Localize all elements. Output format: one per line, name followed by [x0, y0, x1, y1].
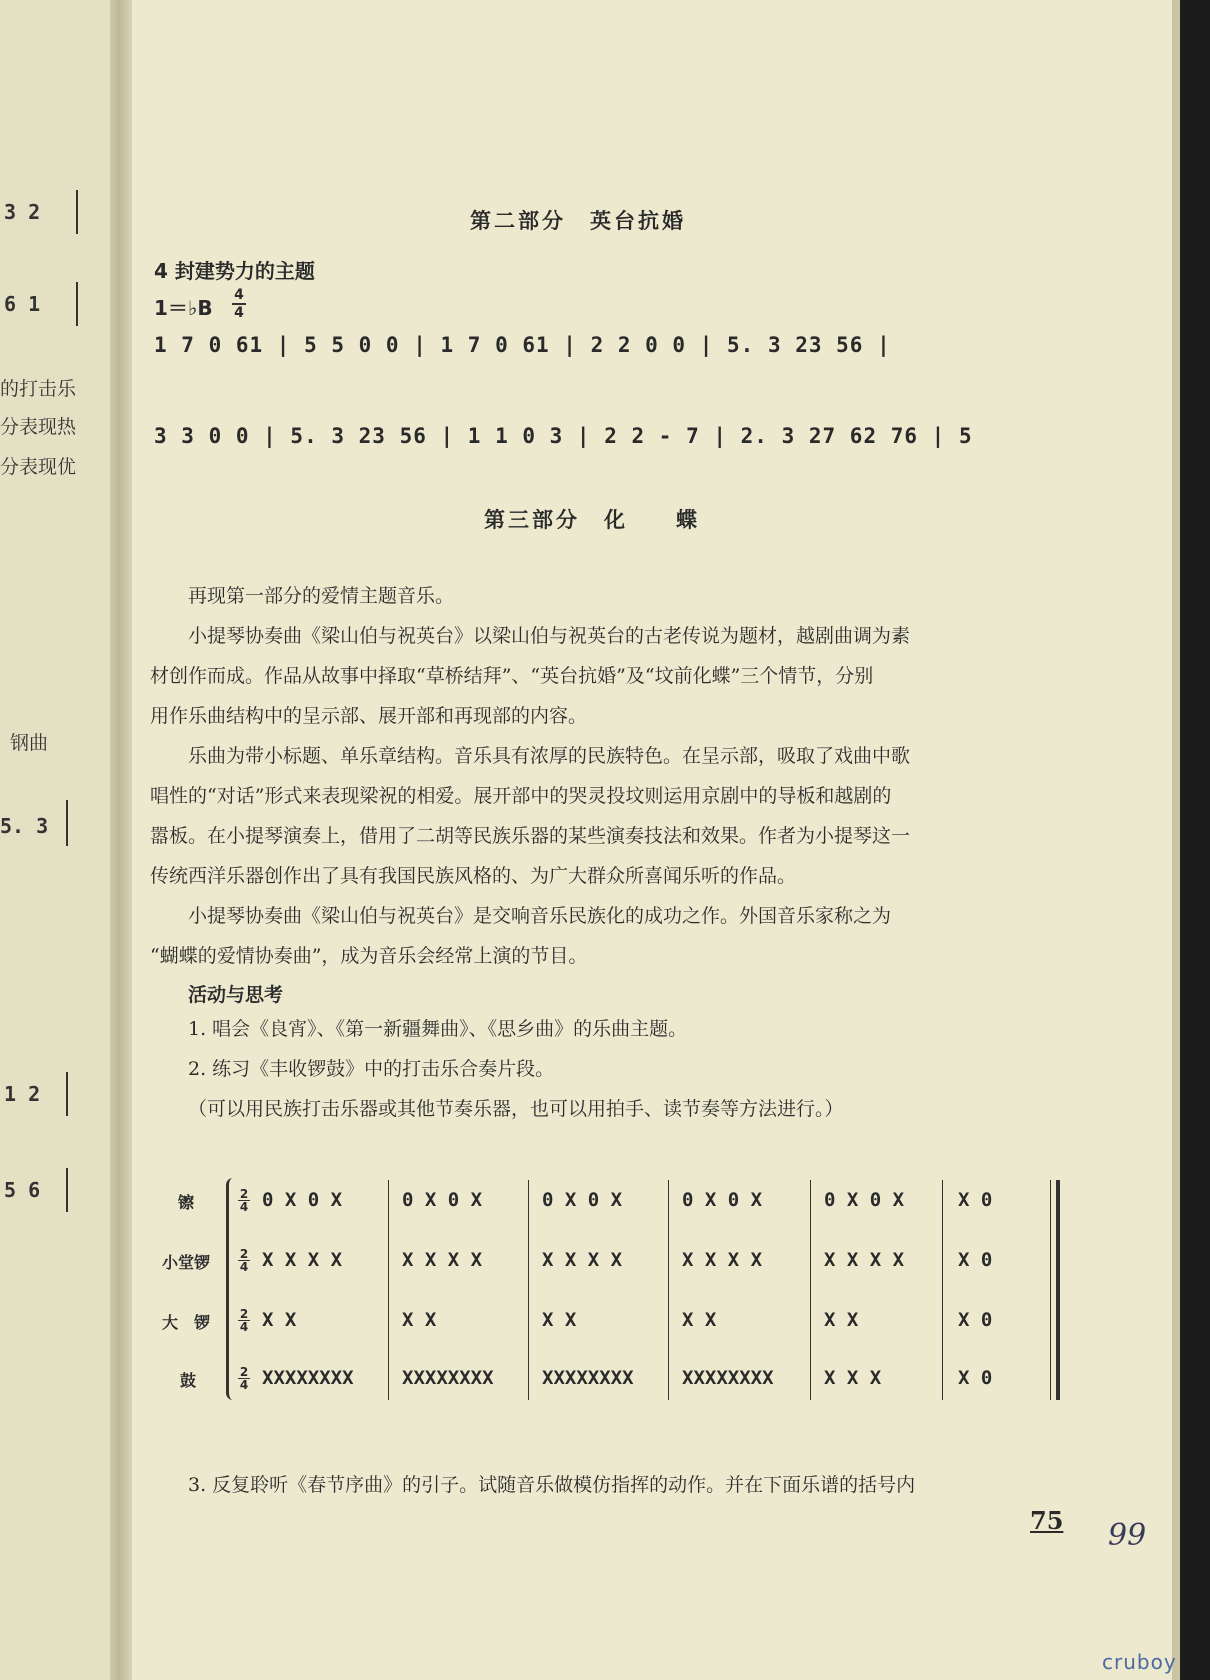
- bar-line: [668, 1180, 669, 1400]
- key-signature: 1＝♭B: [154, 296, 213, 320]
- measure: X 0: [958, 1189, 993, 1211]
- measure: XXXXXXXX: [542, 1367, 634, 1389]
- final-bar-line: [1050, 1180, 1051, 1400]
- time-signature: 4 4: [232, 288, 246, 320]
- paragraph-line: 传统西洋乐器创作出了具有我国民族风格的、为广大群众所喜闻乐听的作品。: [150, 865, 797, 887]
- activity-item: 1. 唱会《良宵》、《第一新疆舞曲》、《思乡曲》的乐曲主题。: [188, 1018, 688, 1040]
- left-fragment: 分表现热: [0, 416, 77, 438]
- paragraph-line: 小提琴协奏曲《梁山伯与祝英台》是交响音乐民族化的成功之作。外国音乐家称之为: [188, 905, 892, 927]
- watermark: cruboy: [1102, 1650, 1177, 1674]
- page-number: 75: [1030, 1506, 1064, 1535]
- final-bar-line-thick: [1056, 1180, 1060, 1400]
- measure: X X: [402, 1309, 437, 1331]
- activity-item: 2. 练习《丰收锣鼓》中的打击乐合奏片段。: [188, 1058, 555, 1080]
- instrument-label: 鼓: [180, 1371, 197, 1390]
- measure: 0 X 0 X: [682, 1189, 763, 1211]
- theme-label: 4 封建势力的主题: [154, 259, 315, 283]
- measure: X X: [824, 1309, 859, 1331]
- section-title-part3: 第三部分 化 蝶: [484, 508, 700, 532]
- paragraph-line: 材创作而成。作品从故事中择取“草桥结拜”、“英台抗婚”及“坟前化蝶”三个情节，分别: [150, 665, 874, 687]
- book-gutter: [110, 0, 132, 1680]
- measure: X X: [262, 1309, 297, 1331]
- section-title-part2: 第二部分 英台抗婚: [470, 209, 686, 233]
- left-fragment: 的打击乐: [0, 378, 77, 400]
- measure: X 0: [958, 1309, 993, 1331]
- measure: X 0: [958, 1249, 993, 1271]
- left-fragment: 1 2: [4, 1082, 41, 1106]
- measure: 0 X 0 X: [262, 1189, 343, 1211]
- row-time-signature: 2 4: [239, 1247, 249, 1274]
- instrument-label: 大 锣: [162, 1313, 211, 1332]
- bar-line: [810, 1180, 811, 1400]
- instrument-label: 小堂锣: [162, 1253, 211, 1272]
- measure: XXXXXXXX: [682, 1367, 774, 1389]
- measure: X X: [682, 1309, 717, 1331]
- measure: XXXXXXXX: [402, 1367, 494, 1389]
- row-time-signature: 2 4: [239, 1187, 249, 1214]
- score-bracket: [226, 1178, 233, 1400]
- activity-note: （可以用民族打击乐器或其他节奏乐器，也可以用拍手、读节奏等方法进行。）: [188, 1098, 844, 1120]
- melody-line-1: 1 7 0 61 | 5 5 0 0 | 1 7 0 61 | 2 2 0 0 | 5. 3 23 56 |: [154, 333, 891, 357]
- measure: X X: [542, 1309, 577, 1331]
- left-page-margin: [0, 0, 118, 1680]
- row-time-signature: 2 4: [239, 1365, 249, 1392]
- measure: X X X X: [542, 1249, 623, 1271]
- paragraph-line: 嚣板。在小提琴演奏上，借用了二胡等民族乐器的某些演奏技法和效果。作者为小提琴这一: [150, 825, 911, 847]
- measure: 0 X 0 X: [824, 1189, 905, 1211]
- book-cover-edge: [1180, 0, 1210, 1680]
- measure: X X X: [824, 1367, 882, 1389]
- measure: XXXXXXXX: [262, 1367, 354, 1389]
- instrument-label: 镲: [178, 1193, 195, 1212]
- bar-line: [388, 1180, 389, 1400]
- measure: X X X X: [402, 1249, 483, 1271]
- melody-line-2: 3 3 0 0 | 5. 3 23 56 | 1 1 0 3 | 2 2 - 7 | 2. 3 27 62 76 | 5: [154, 424, 973, 448]
- left-fragment: 钢曲: [10, 732, 49, 754]
- left-fragment: 6 1: [4, 292, 41, 316]
- measure: X X X X: [824, 1249, 905, 1271]
- paragraph-line: 乐曲为带小标题、单乐章结构。音乐具有浓厚的民族特色。在呈示部，吸取了戏曲中歌: [188, 745, 911, 767]
- row-time-signature: 2 4: [239, 1307, 249, 1334]
- left-fragment: 分表现优: [0, 456, 77, 478]
- measure: 0 X 0 X: [542, 1189, 623, 1211]
- paragraph-line: 小提琴协奏曲《梁山伯与祝英台》以梁山伯与祝英台的古老传说为题材，越剧曲调为素: [188, 625, 911, 647]
- measure: 0 X 0 X: [402, 1189, 483, 1211]
- paragraph-line: “蝴蝶的爱情协奏曲”，成为音乐会经常上演的节目。: [150, 945, 588, 967]
- bar-line: [942, 1180, 943, 1400]
- activity-heading: 活动与思考: [188, 984, 284, 1006]
- activity-item: 3. 反复聆听《春节序曲》的引子。试随音乐做模仿指挥的动作。并在下面乐谱的括号内: [188, 1474, 916, 1496]
- paragraph-line: 用作乐曲结构中的呈示部、展开部和再现部的内容。: [150, 705, 588, 727]
- measure: X X X X: [682, 1249, 763, 1271]
- handwritten-number: 99: [1108, 1518, 1147, 1553]
- paragraph-line: 唱性的“对话”形式来表现梁祝的相爱。展开部中的哭灵投坟则运用京剧中的导板和越剧的: [150, 785, 892, 807]
- measure: X X X X: [262, 1249, 343, 1271]
- measure: X 0: [958, 1367, 993, 1389]
- left-fragment: 5 6: [4, 1178, 41, 1202]
- left-fragment: 3 2: [4, 200, 41, 224]
- bar-line: [528, 1180, 529, 1400]
- paragraph-line: 再现第一部分的爱情主题音乐。: [188, 585, 455, 607]
- left-fragment: 5. 3: [0, 814, 49, 838]
